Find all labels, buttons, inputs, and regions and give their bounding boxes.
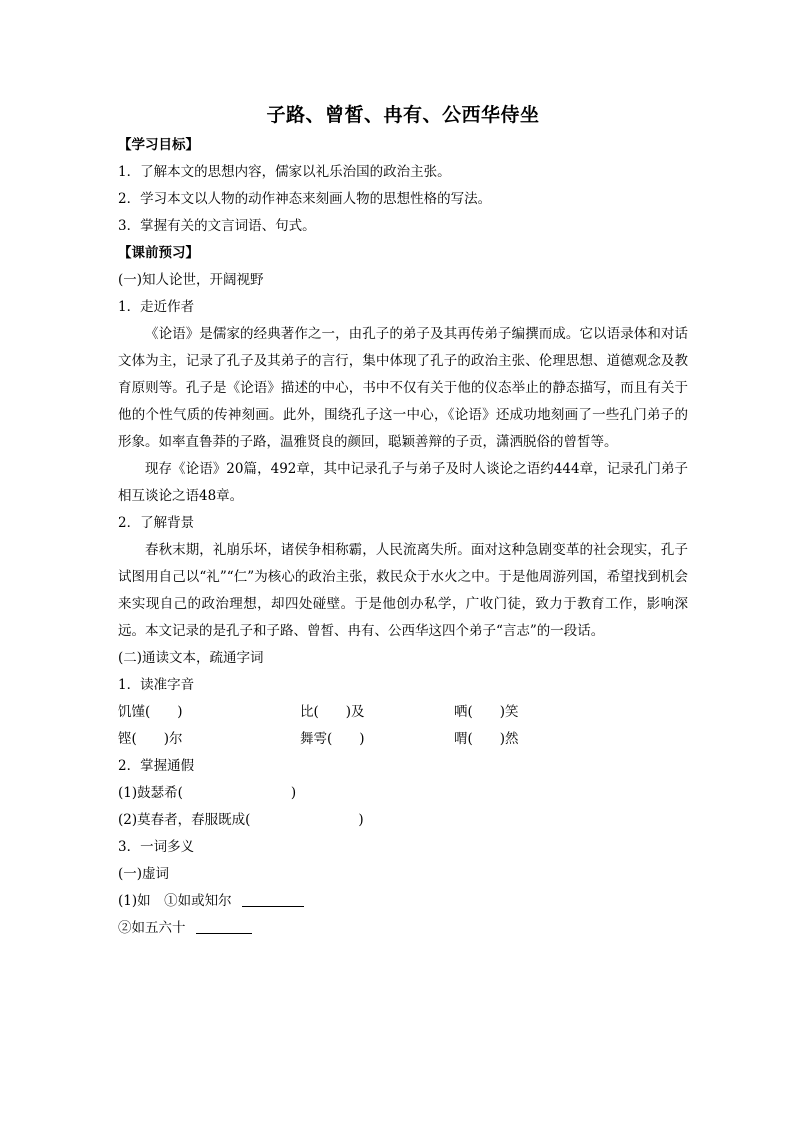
background-paragraph: 春秋末期，礼崩乐坏，诸侯争相称霸，人民流离失所。面对这种急剧变革的社会现实，孔子试图用自己以“礼”“仁”为核心的政治主张，救民众于水火之中。于是他周游列国，希望找到机会来实现自己的政治理想，却四处碰壁。于是他创办私学，广收门徒，致力于教育工作，影响深远。本文记录的是孔子和子路、曾皙、冉有、公西华这四个弟子“言志”的一段话。 bbox=[118, 542, 688, 639]
polysemy-text: ②如五六十 bbox=[118, 920, 186, 936]
document-page bbox=[118, 100, 688, 942]
pronounce-item: 哂( )笑 bbox=[454, 704, 519, 720]
page-title: 子路、曾皙、冉有、公西华侍坐 bbox=[266, 104, 540, 126]
author-paragraph: 现存《论语》20篇，492章，其中记录孔子与弟子及时人谈论之语约444章，记录孔门弟子相互谈论之语48章。 bbox=[118, 461, 688, 504]
polysemy-item bbox=[118, 915, 688, 942]
polysemy-text: (1)如 ①如或知尔 bbox=[118, 893, 232, 909]
pronounce-item: 铿( )尔 bbox=[118, 731, 183, 747]
sub-heading-polysemy: 3．一词多义 bbox=[118, 839, 195, 855]
pronounce-item: 喟( )然 bbox=[454, 731, 519, 747]
tongjia-item: (2)莫春者，春服既成( ) bbox=[118, 812, 364, 828]
section-heading-2: (二)通读文本，疏通字词 bbox=[118, 650, 264, 666]
pronounce-row bbox=[118, 726, 688, 753]
pronounce-item: 比( )及 bbox=[300, 704, 365, 720]
sub-heading-background: 2．了解背景 bbox=[118, 515, 195, 531]
sub-heading-tongjia: 2．掌握通假 bbox=[118, 758, 195, 774]
pronounce-row bbox=[118, 699, 688, 726]
answer-blank[interactable] bbox=[242, 890, 304, 907]
sub-heading-pronounce: 1．读准字音 bbox=[118, 677, 195, 693]
section-heading-1: (一)知人论世，开阔视野 bbox=[118, 272, 264, 288]
sub-heading-author: 1．走近作者 bbox=[118, 299, 195, 315]
goals-heading: 【学习目标】 bbox=[118, 137, 199, 153]
goal-item: 3．掌握有关的文言词语、句式。 bbox=[118, 218, 316, 234]
author-paragraph: 《论语》是儒家的经典著作之一，由孔子的弟子及其再传弟子编撰而成。它以语录体和对话文体为主，记录了孔子及其弟子的言行，集中体现了孔子的政治主张、伦理思想、道德观念及教育原则等。孔子是《论语》描述的中心，书中不仅有关于他的仪态举止的静态描写，而且有关于他的个性气质的传神刻画。此外，围绕孔子这一中心，《论语》还成功地刻画了一些孔门弟子的形象。如率直鲁莽的子路，温雅贤良的颜回，聪颖善辩的子贡，潇洒脱俗的曾皙等。 bbox=[118, 326, 688, 450]
pronounce-item: 舞雩( ) bbox=[300, 731, 365, 747]
sub-heading-function-words: (一)虚词 bbox=[118, 866, 170, 882]
tongjia-item: (1)鼓瑟希( ) bbox=[118, 785, 297, 801]
preview-heading: 【课前预习】 bbox=[118, 245, 199, 261]
goal-item: 2．学习本文以人物的动作神态来刻画人物的思想性格的写法。 bbox=[118, 191, 492, 207]
polysemy-item bbox=[118, 888, 688, 915]
goal-item: 1．了解本文的思想内容，儒家以礼乐治国的政治主张。 bbox=[118, 164, 451, 180]
answer-blank[interactable] bbox=[196, 917, 252, 934]
pronounce-item: 饥馑( ) bbox=[118, 704, 183, 720]
